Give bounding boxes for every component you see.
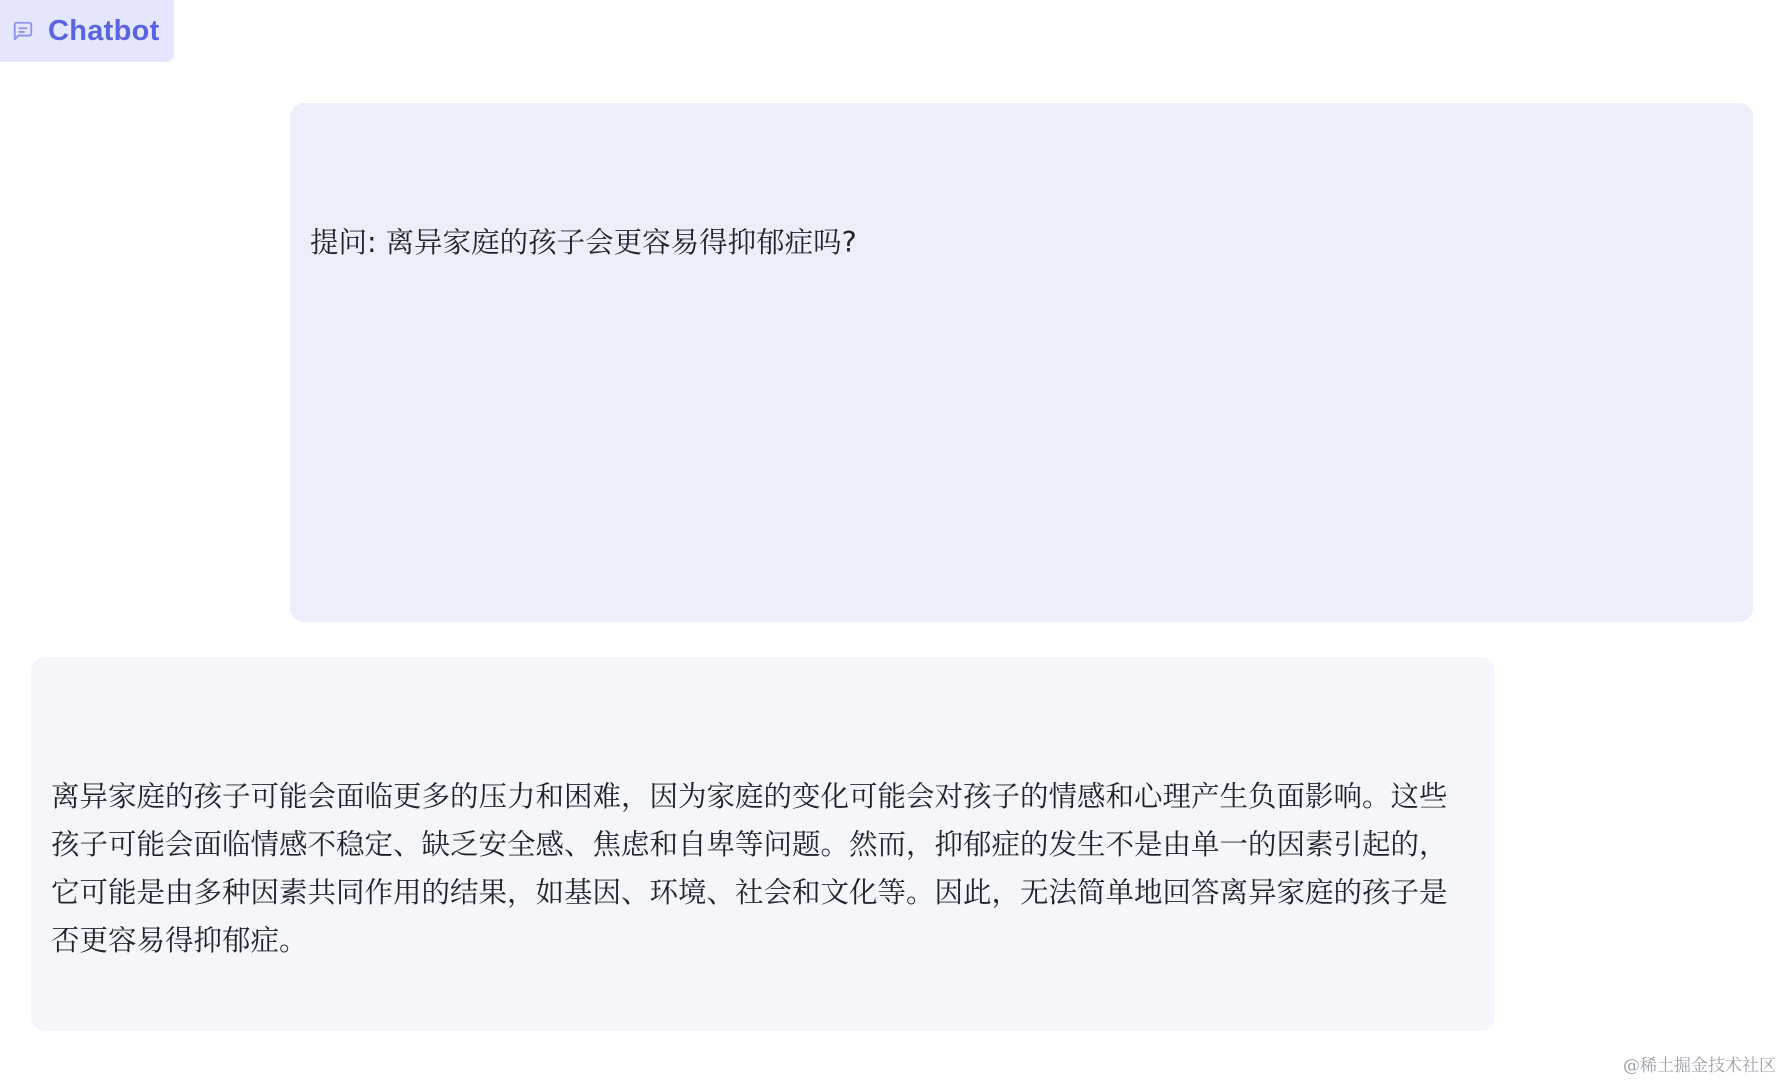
chatbot-tab xyxy=(0,0,174,62)
message-line xyxy=(310,363,1733,411)
chat-icon xyxy=(12,20,34,42)
bot-message-bubble xyxy=(31,657,1495,1031)
message-line: 离异家庭的孩子可能会面临更多的压力和困难，因为家庭的变化可能会对孩子的情感和心理产生负面影响。这些孩子可能会面临情感不稳定、缺乏安全感、焦虑和自卑等问题。然而，抑郁症的发生不是由单一的因素引起的，它可能是由多种因素共同作用的结果，如基因、环境、社会和文化等。因此，无法简单地回答离异家庭的孩子是否更容易得抑郁症。 xyxy=(51,780,1448,957)
message-line: 提问: 离异家庭的孩子会更容易得抑郁症吗? xyxy=(310,226,857,259)
user-message-bubble xyxy=(290,103,1753,622)
watermark: @稀土掘金技术社区 xyxy=(1623,1056,1776,1076)
chatbot-label: Chatbot xyxy=(48,14,160,47)
message-line xyxy=(310,507,1733,555)
